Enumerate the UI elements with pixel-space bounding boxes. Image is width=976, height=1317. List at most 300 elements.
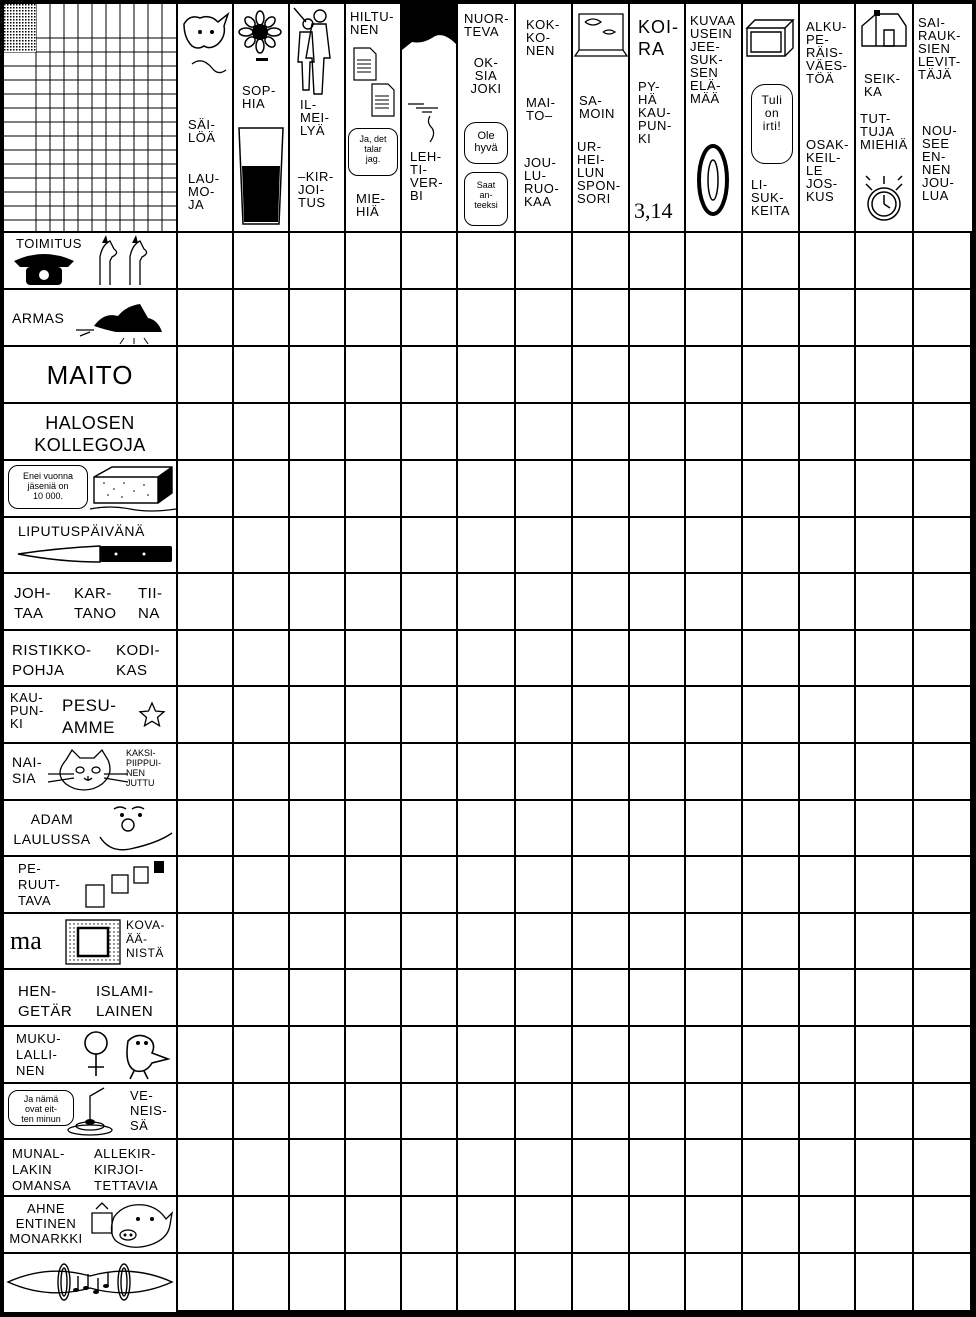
answer-cell[interactable] — [516, 290, 571, 345]
two-people-icon — [290, 4, 344, 104]
answer-cell[interactable] — [458, 914, 514, 968]
answer-cell[interactable] — [914, 233, 970, 288]
answer-cell[interactable] — [800, 801, 854, 855]
top-clue-13-a: SEIK- KA — [864, 71, 901, 99]
answer-cell[interactable] — [234, 631, 288, 685]
answer-cell[interactable] — [516, 518, 571, 572]
answer-cell[interactable] — [800, 404, 854, 459]
answer-cell[interactable] — [914, 801, 970, 855]
answer-cell[interactable] — [573, 631, 628, 685]
answer-cell[interactable] — [743, 347, 798, 402]
answer-cell[interactable] — [458, 1084, 514, 1138]
answer-cell[interactable] — [914, 347, 970, 402]
answer-cell[interactable] — [178, 404, 232, 459]
top-clue-14-b: NOU- SEE EN- NEN JOU- LUA — [922, 123, 958, 203]
answer-cell[interactable] — [516, 233, 571, 288]
answer-cell[interactable] — [178, 574, 232, 629]
answer-cell[interactable] — [856, 461, 912, 516]
answer-cell[interactable] — [458, 290, 514, 345]
row-clue-12 — [4, 857, 176, 912]
answer-cell[interactable] — [178, 631, 232, 685]
answer-cell[interactable] — [458, 461, 514, 516]
answer-cell[interactable] — [346, 404, 400, 459]
answer-cell[interactable] — [630, 970, 684, 1025]
answer-cell[interactable] — [800, 1197, 854, 1252]
answer-cell[interactable] — [346, 687, 400, 742]
answer-cell[interactable] — [346, 1084, 400, 1138]
answer-cell[interactable] — [402, 574, 456, 629]
answer-cell[interactable] — [458, 1140, 514, 1195]
answer-cell[interactable] — [346, 347, 400, 402]
answer-cell[interactable] — [516, 347, 571, 402]
answer-cell[interactable] — [573, 1254, 628, 1310]
answer-cell[interactable] — [290, 574, 344, 629]
answer-cell[interactable] — [516, 1140, 571, 1195]
answer-cell[interactable] — [743, 857, 798, 912]
answer-cell[interactable] — [686, 631, 741, 685]
answer-cell[interactable] — [914, 290, 970, 345]
answer-cell[interactable] — [234, 1254, 288, 1310]
stepped-squares-icon — [4, 857, 176, 912]
answer-cell[interactable] — [573, 744, 628, 799]
top-clue-13-b: TUT- TUJA MIEHIÄ — [860, 111, 908, 152]
answer-cell[interactable] — [402, 631, 456, 685]
answer-cell[interactable] — [800, 857, 854, 912]
answer-cell[interactable] — [290, 857, 344, 912]
answer-cell[interactable] — [178, 970, 232, 1025]
answer-cell[interactable] — [402, 290, 456, 345]
top-clue-12-b: OSAK- KEIL- LE JOS- KUS — [806, 137, 849, 204]
answer-cell[interactable] — [743, 687, 798, 742]
answer-cell[interactable] — [178, 857, 232, 912]
answer-cell[interactable] — [856, 347, 912, 402]
answer-cell[interactable] — [402, 347, 456, 402]
answer-cell[interactable] — [686, 1254, 741, 1310]
answer-cell[interactable] — [346, 290, 400, 345]
answer-cell[interactable] — [458, 233, 514, 288]
answer-cell[interactable] — [914, 1197, 970, 1252]
answer-cell[interactable] — [402, 914, 456, 968]
answer-cell[interactable] — [856, 518, 912, 572]
answer-cell[interactable] — [346, 233, 400, 288]
answer-cell[interactable] — [573, 970, 628, 1025]
answer-cell[interactable] — [630, 518, 684, 572]
answer-cell[interactable] — [402, 404, 456, 459]
top-clue-7 — [516, 4, 571, 231]
answer-cell[interactable] — [630, 404, 684, 459]
answer-cell[interactable] — [402, 1084, 456, 1138]
answer-cell[interactable] — [573, 1197, 628, 1252]
answer-cell[interactable] — [290, 1140, 344, 1195]
answer-cell[interactable] — [458, 574, 514, 629]
top-clue-4 — [346, 4, 400, 231]
answer-cell[interactable] — [290, 687, 344, 742]
answer-cell[interactable] — [234, 461, 288, 516]
answer-cell[interactable] — [290, 233, 344, 288]
mattress-icon — [4, 461, 176, 516]
answer-cell[interactable] — [234, 233, 288, 288]
answer-cell[interactable] — [743, 1254, 798, 1310]
answer-cell[interactable] — [402, 233, 456, 288]
answer-cell[interactable] — [573, 574, 628, 629]
answer-cell[interactable] — [856, 404, 912, 459]
answer-cell[interactable] — [458, 1027, 514, 1082]
answer-cell[interactable] — [800, 1254, 854, 1310]
answer-cell[interactable] — [630, 801, 684, 855]
answer-cell[interactable] — [290, 461, 344, 516]
answer-cell[interactable] — [346, 574, 400, 629]
answer-cell[interactable] — [573, 857, 628, 912]
answer-cell[interactable] — [573, 1027, 628, 1082]
answer-cell[interactable] — [800, 1140, 854, 1195]
answer-cell[interactable] — [516, 1197, 571, 1252]
answer-cell[interactable] — [178, 290, 232, 345]
answer-cell[interactable] — [402, 1027, 456, 1082]
answer-cell[interactable] — [743, 518, 798, 572]
answer-cell[interactable] — [234, 857, 288, 912]
answer-cell[interactable] — [743, 970, 798, 1025]
answer-cell[interactable] — [234, 347, 288, 402]
answer-cell[interactable] — [856, 1140, 912, 1195]
answer-cell[interactable] — [573, 687, 628, 742]
answer-cell[interactable] — [914, 970, 970, 1025]
answer-cell[interactable] — [458, 1254, 514, 1310]
answer-cell[interactable] — [178, 233, 232, 288]
answer-cell[interactable] — [234, 404, 288, 459]
top-clue-8-b: UR- HEI- LUN SPON- SORI — [577, 139, 621, 206]
answer-cell[interactable] — [402, 801, 456, 855]
answer-cell[interactable] — [402, 970, 456, 1025]
answer-cell[interactable] — [686, 914, 741, 968]
answer-cell[interactable] — [743, 1027, 798, 1082]
answer-cell[interactable] — [346, 744, 400, 799]
answer-cell[interactable] — [346, 1140, 400, 1195]
answer-cell[interactable] — [458, 518, 514, 572]
answer-cell[interactable] — [290, 631, 344, 685]
answer-cell[interactable] — [630, 687, 684, 742]
answer-cell[interactable] — [856, 1027, 912, 1082]
documents-icon — [346, 4, 400, 124]
answer-cell[interactable] — [856, 914, 912, 968]
answer-cell[interactable] — [743, 1197, 798, 1252]
answer-cell[interactable] — [402, 1254, 456, 1310]
answer-cell[interactable] — [914, 857, 970, 912]
answer-cell[interactable] — [914, 574, 970, 629]
answer-cell[interactable] — [573, 233, 628, 288]
answer-cell[interactable] — [914, 914, 970, 968]
answer-cell[interactable] — [516, 631, 571, 685]
answer-cell[interactable] — [686, 857, 741, 912]
answer-cell[interactable] — [346, 631, 400, 685]
answer-cell[interactable] — [290, 518, 344, 572]
answer-cell[interactable] — [800, 347, 854, 402]
answer-cell[interactable] — [290, 914, 344, 968]
answer-cell[interactable] — [686, 1140, 741, 1195]
answer-cell[interactable] — [516, 404, 571, 459]
answer-cell[interactable] — [743, 404, 798, 459]
answer-cell[interactable] — [914, 1254, 970, 1310]
answer-cell[interactable] — [914, 631, 970, 685]
answer-cell[interactable] — [234, 801, 288, 855]
answer-cell[interactable] — [178, 744, 232, 799]
answer-cell[interactable] — [402, 744, 456, 799]
answer-cell[interactable] — [743, 461, 798, 516]
answer-cell[interactable] — [290, 1254, 344, 1310]
answer-cell[interactable] — [800, 1084, 854, 1138]
answer-cell[interactable] — [516, 970, 571, 1025]
answer-cell[interactable] — [800, 744, 854, 799]
answer-cell[interactable] — [516, 801, 571, 855]
answer-cell[interactable] — [178, 1140, 232, 1195]
answer-cell[interactable] — [856, 744, 912, 799]
answer-cell[interactable] — [346, 461, 400, 516]
answer-cell[interactable] — [800, 518, 854, 572]
answer-cell[interactable] — [743, 631, 798, 685]
answer-cell[interactable] — [743, 574, 798, 629]
answer-cell[interactable] — [516, 574, 571, 629]
answer-cell[interactable] — [346, 857, 400, 912]
answer-cell[interactable] — [630, 1254, 684, 1310]
answer-cell[interactable] — [686, 233, 741, 288]
answer-cell[interactable] — [800, 631, 854, 685]
row-clue-3-a: MAITO — [46, 360, 134, 390]
answer-cell[interactable] — [516, 914, 571, 968]
answer-cell[interactable] — [290, 970, 344, 1025]
answer-cell[interactable] — [178, 1197, 232, 1252]
answer-cell[interactable] — [573, 1140, 628, 1195]
answer-cell[interactable] — [346, 801, 400, 855]
answer-cell[interactable] — [234, 290, 288, 345]
answer-cell[interactable] — [743, 1140, 798, 1195]
answer-cell[interactable] — [743, 1084, 798, 1138]
answer-cell[interactable] — [743, 233, 798, 288]
top-clue-12 — [800, 4, 854, 231]
answer-cell[interactable] — [686, 290, 741, 345]
answer-cell[interactable] — [234, 687, 288, 742]
answer-cell[interactable] — [743, 744, 798, 799]
answer-cell[interactable] — [402, 857, 456, 912]
answer-cell[interactable] — [630, 1197, 684, 1252]
answer-cell[interactable] — [178, 1254, 232, 1310]
answer-cell[interactable] — [856, 970, 912, 1025]
answer-cell[interactable] — [234, 970, 288, 1025]
answer-cell[interactable] — [234, 744, 288, 799]
answer-cell[interactable] — [178, 687, 232, 742]
answer-cell[interactable] — [573, 404, 628, 459]
answer-cell[interactable] — [458, 1197, 514, 1252]
answer-cell[interactable] — [402, 518, 456, 572]
top-clue-14-a: SAI- RAUK- SIEN LEVIT- TÄJÄ — [918, 15, 961, 82]
answer-cell[interactable] — [630, 233, 684, 288]
answer-cell[interactable] — [686, 518, 741, 572]
top-clue-6 — [458, 4, 514, 231]
answer-cell[interactable] — [573, 290, 628, 345]
answer-cell[interactable] — [800, 461, 854, 516]
answer-cell[interactable] — [290, 744, 344, 799]
answer-cell[interactable] — [686, 461, 741, 516]
answer-cell[interactable] — [686, 1027, 741, 1082]
answer-cell[interactable] — [686, 687, 741, 742]
top-clue-9 — [630, 4, 684, 231]
answer-cell[interactable] — [402, 461, 456, 516]
answer-cell[interactable] — [630, 347, 684, 402]
row-clue-10-a: NAI- SIA — [12, 754, 42, 786]
row-clue-7 — [4, 574, 176, 629]
answer-cell[interactable] — [800, 574, 854, 629]
answer-cell[interactable] — [800, 290, 854, 345]
answer-cell[interactable] — [458, 744, 514, 799]
answer-cell[interactable] — [686, 1197, 741, 1252]
top-clue-7-b: MAI- TO– — [526, 95, 556, 123]
answer-cell[interactable] — [743, 914, 798, 968]
answer-cell[interactable] — [800, 970, 854, 1025]
answer-cell[interactable] — [686, 744, 741, 799]
top-clue-6-a: NUOR- TEVA — [464, 11, 510, 39]
answer-cell[interactable] — [178, 347, 232, 402]
answer-cell[interactable] — [630, 1084, 684, 1138]
answer-cell[interactable] — [346, 1254, 400, 1310]
answer-cell[interactable] — [914, 687, 970, 742]
smiling-face-icon — [4, 801, 176, 855]
answer-cell[interactable] — [573, 914, 628, 968]
answer-cell[interactable] — [516, 1084, 571, 1138]
answer-cell[interactable] — [686, 970, 741, 1025]
top-clue-14 — [914, 4, 972, 231]
answer-cell[interactable] — [458, 687, 514, 742]
answer-cell[interactable] — [686, 801, 741, 855]
answer-cell[interactable] — [573, 461, 628, 516]
answer-cell[interactable] — [914, 744, 970, 799]
answer-cell[interactable] — [914, 1084, 970, 1138]
answer-cell[interactable] — [630, 857, 684, 912]
answer-cell[interactable] — [630, 574, 684, 629]
answer-cell[interactable] — [573, 347, 628, 402]
answer-cell[interactable] — [856, 290, 912, 345]
answer-cell[interactable] — [290, 1084, 344, 1138]
answer-cell[interactable] — [686, 347, 741, 402]
answer-cell[interactable] — [914, 404, 970, 459]
answer-cell[interactable] — [178, 1084, 232, 1138]
answer-cell[interactable] — [234, 1197, 288, 1252]
answer-cell[interactable] — [856, 1254, 912, 1310]
row-clue-1-a: TOIMITUS — [16, 236, 82, 251]
answer-cell[interactable] — [686, 1084, 741, 1138]
answer-cell[interactable] — [346, 914, 400, 968]
answer-cell[interactable] — [290, 290, 344, 345]
answer-cell[interactable] — [743, 290, 798, 345]
answer-cell[interactable] — [630, 461, 684, 516]
answer-cell[interactable] — [914, 461, 970, 516]
answer-cell[interactable] — [914, 518, 970, 572]
answer-cell[interactable] — [290, 1027, 344, 1082]
zero-ring-icon — [686, 4, 741, 231]
answer-cell[interactable] — [234, 574, 288, 629]
answer-cell[interactable] — [630, 914, 684, 968]
answer-cell[interactable] — [178, 801, 232, 855]
cat-face-icon — [4, 744, 176, 799]
answer-cell[interactable] — [234, 518, 288, 572]
answer-cell[interactable] — [516, 744, 571, 799]
top-clue-6-bubble2: Saat an- teeksi — [474, 180, 498, 210]
answer-cell[interactable] — [914, 1140, 970, 1195]
answer-cell[interactable] — [458, 970, 514, 1025]
answer-cell[interactable] — [178, 1027, 232, 1082]
answer-cell[interactable] — [346, 518, 400, 572]
answer-cell[interactable] — [630, 744, 684, 799]
answer-cell[interactable] — [743, 801, 798, 855]
top-clue-1 — [178, 4, 232, 231]
answer-cell[interactable] — [856, 801, 912, 855]
answer-cell[interactable] — [800, 1027, 854, 1082]
answer-cell[interactable] — [856, 631, 912, 685]
answer-cell[interactable] — [234, 1027, 288, 1082]
answer-cell[interactable] — [686, 404, 741, 459]
answer-cell[interactable] — [800, 914, 854, 968]
pig-icon — [4, 1197, 176, 1252]
answer-cell[interactable] — [686, 574, 741, 629]
row-clue-14 — [4, 970, 176, 1025]
answer-cell[interactable] — [856, 1197, 912, 1252]
answer-cell[interactable] — [178, 518, 232, 572]
answer-cell[interactable] — [346, 1027, 400, 1082]
answer-cell[interactable] — [516, 1254, 571, 1310]
answer-cell[interactable] — [402, 1197, 456, 1252]
answer-cell[interactable] — [458, 631, 514, 685]
answer-cell[interactable] — [234, 1084, 288, 1138]
answer-cell[interactable] — [458, 801, 514, 855]
answer-cell[interactable] — [573, 801, 628, 855]
answer-cell[interactable] — [856, 233, 912, 288]
answer-cell[interactable] — [630, 1140, 684, 1195]
answer-cell[interactable] — [346, 1197, 400, 1252]
row-clue-12-a: PE- RUUT- TAVA — [18, 861, 61, 908]
answer-cell[interactable] — [458, 857, 514, 912]
answer-cell[interactable] — [290, 404, 344, 459]
answer-cell[interactable] — [573, 518, 628, 572]
answer-cell[interactable] — [630, 290, 684, 345]
answer-cell[interactable] — [516, 1027, 571, 1082]
answer-cell[interactable] — [856, 1084, 912, 1138]
answer-cell[interactable] — [856, 857, 912, 912]
answer-cell[interactable] — [290, 801, 344, 855]
answer-cell[interactable] — [800, 687, 854, 742]
answer-cell[interactable] — [630, 1027, 684, 1082]
answer-cell[interactable] — [402, 687, 456, 742]
answer-cell[interactable] — [402, 1140, 456, 1195]
answer-cell[interactable] — [856, 687, 912, 742]
music-rings-icon — [4, 1254, 176, 1312]
answer-cell[interactable] — [234, 1140, 288, 1195]
answer-cell[interactable] — [458, 404, 514, 459]
row-clue-16-b: VE- NEIS- SÄ — [130, 1088, 168, 1133]
answer-cell[interactable] — [630, 631, 684, 685]
answer-cell[interactable] — [178, 461, 232, 516]
answer-cell[interactable] — [914, 1027, 970, 1082]
answer-cell[interactable] — [516, 687, 571, 742]
answer-cell[interactable] — [346, 970, 400, 1025]
answer-cell[interactable] — [856, 574, 912, 629]
answer-cell[interactable] — [458, 347, 514, 402]
top-clue-8 — [573, 4, 628, 231]
answer-cell[interactable] — [516, 461, 571, 516]
answer-cell[interactable] — [234, 914, 288, 968]
answer-cell[interactable] — [290, 1197, 344, 1252]
answer-cell[interactable] — [800, 233, 854, 288]
answer-cell[interactable] — [516, 857, 571, 912]
answer-cell[interactable] — [290, 347, 344, 402]
answer-cell[interactable] — [178, 914, 232, 968]
answer-cell[interactable] — [573, 1084, 628, 1138]
